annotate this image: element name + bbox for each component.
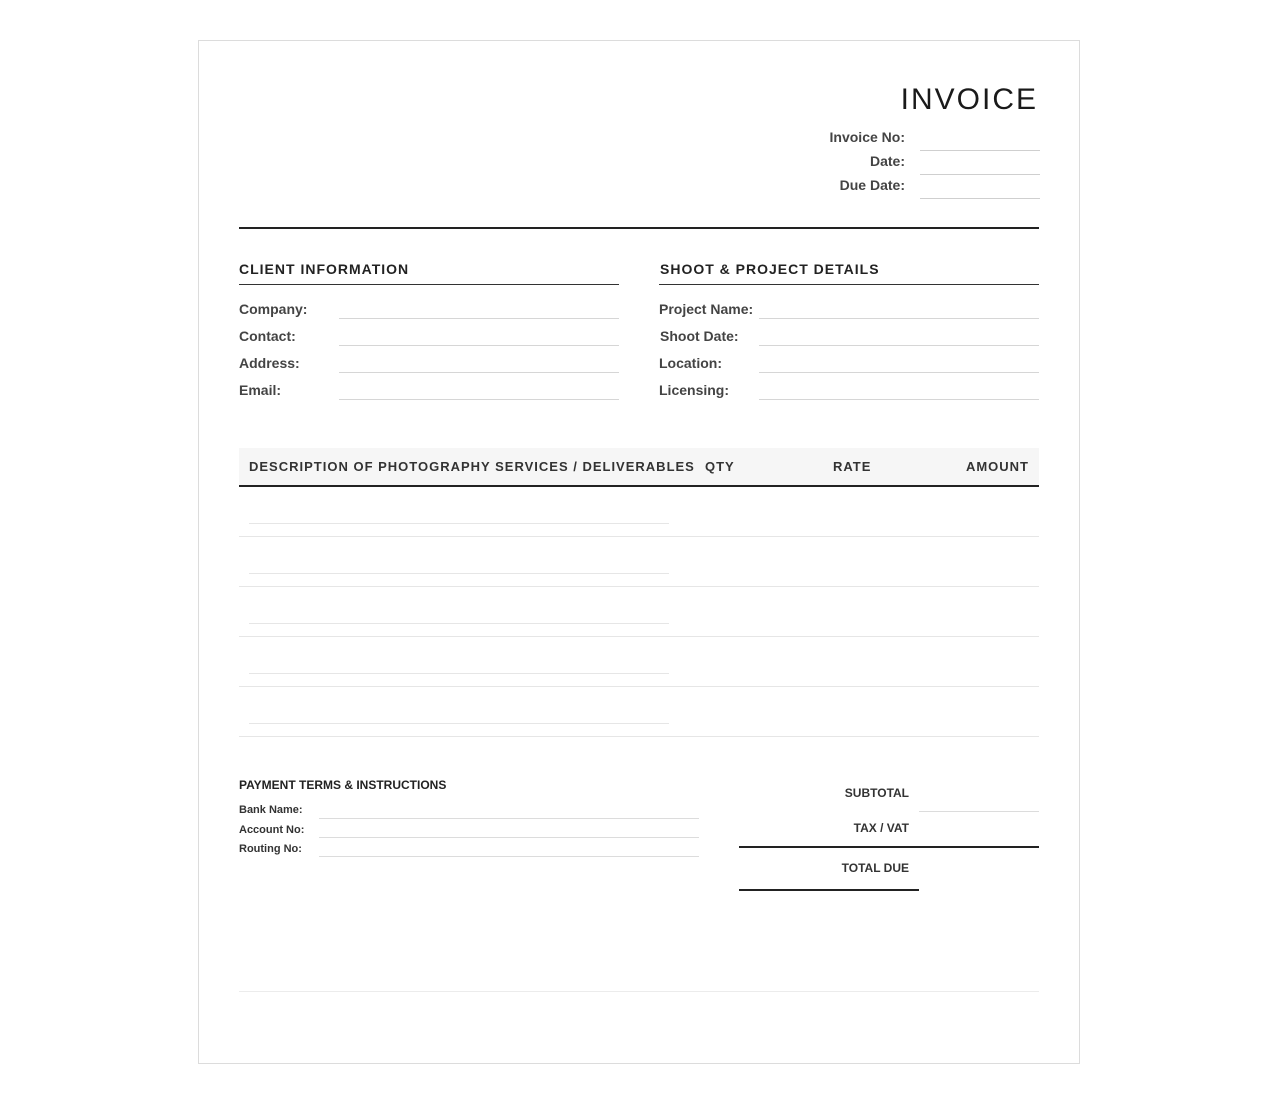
account-no-label: Account No: [239,824,305,836]
due-date-field[interactable] [920,198,1040,199]
row-divider [239,536,1039,537]
footer-divider [239,991,1039,992]
description-field[interactable] [249,723,669,724]
subtotal-field[interactable] [919,811,1039,812]
email-label: Email: [239,382,282,398]
row-divider [239,636,1039,637]
header-divider [239,227,1039,229]
address-label: Address: [239,355,300,371]
shoot-date-field[interactable] [759,345,1039,346]
description-field[interactable] [249,673,669,674]
contact-label: Contact: [239,328,296,344]
project-section-title: SHOOT & PROJECT DETAILS [660,261,880,277]
invoice-number-label: Invoice No: [829,129,905,145]
invoice-date-label: Date: [869,153,905,169]
description-field[interactable] [249,573,669,574]
licensing-field[interactable] [759,399,1039,400]
amount-column-header: AMOUNT [965,459,1029,474]
location-field[interactable] [759,372,1039,373]
routing-no-field[interactable] [319,856,699,857]
payment-section-title: PAYMENT TERMS & INSTRUCTIONS [239,778,447,792]
description-column-header: DESCRIPTION OF PHOTOGRAPHY SERVICES / DELIVERABLES [249,459,695,474]
company-label: Company: [239,301,308,317]
bank-name-field[interactable] [319,818,699,819]
address-field[interactable] [339,372,619,373]
invoice-title: INVOICE [900,83,1038,116]
services-table-header [239,448,1039,487]
row-divider [239,586,1039,587]
total-due-rule [739,889,919,891]
description-field[interactable] [249,623,669,624]
subtotal-label: SUBTOTAL [844,786,909,800]
bank-name-label: Bank Name: [239,804,303,816]
row-divider [239,686,1039,687]
description-field[interactable] [249,523,669,524]
invoice-date-field[interactable] [920,174,1040,175]
project-name-label: Project Name: [659,301,754,317]
invoice-number-row [759,129,1040,151]
tax-divider [739,846,1039,848]
client-section-rule [239,284,619,285]
shoot-date-label: Shoot Date: [660,328,739,344]
invoice-number-field[interactable] [920,150,1040,151]
email-field[interactable] [339,399,619,400]
contact-field[interactable] [339,345,619,346]
account-no-field[interactable] [319,837,699,838]
company-field[interactable] [339,318,619,319]
invoice-sheet [198,40,1080,1064]
licensing-label: Licensing: [659,382,730,398]
project-section-rule [659,284,1039,285]
rate-column-header: RATE [833,459,872,474]
location-label: Location: [659,355,722,371]
project-name-field[interactable] [759,318,1039,319]
client-section-title: CLIENT INFORMATION [239,261,410,277]
routing-no-label: Routing No: [239,843,302,855]
total-due-label: TOTAL DUE [841,861,909,875]
invoice-date-row [759,153,1040,175]
tax-label: TAX / VAT [853,821,909,835]
due-date-row [759,177,1040,199]
row-divider [239,736,1039,737]
qty-column-header: QTY [705,459,735,474]
due-date-label: Due Date: [839,177,905,193]
